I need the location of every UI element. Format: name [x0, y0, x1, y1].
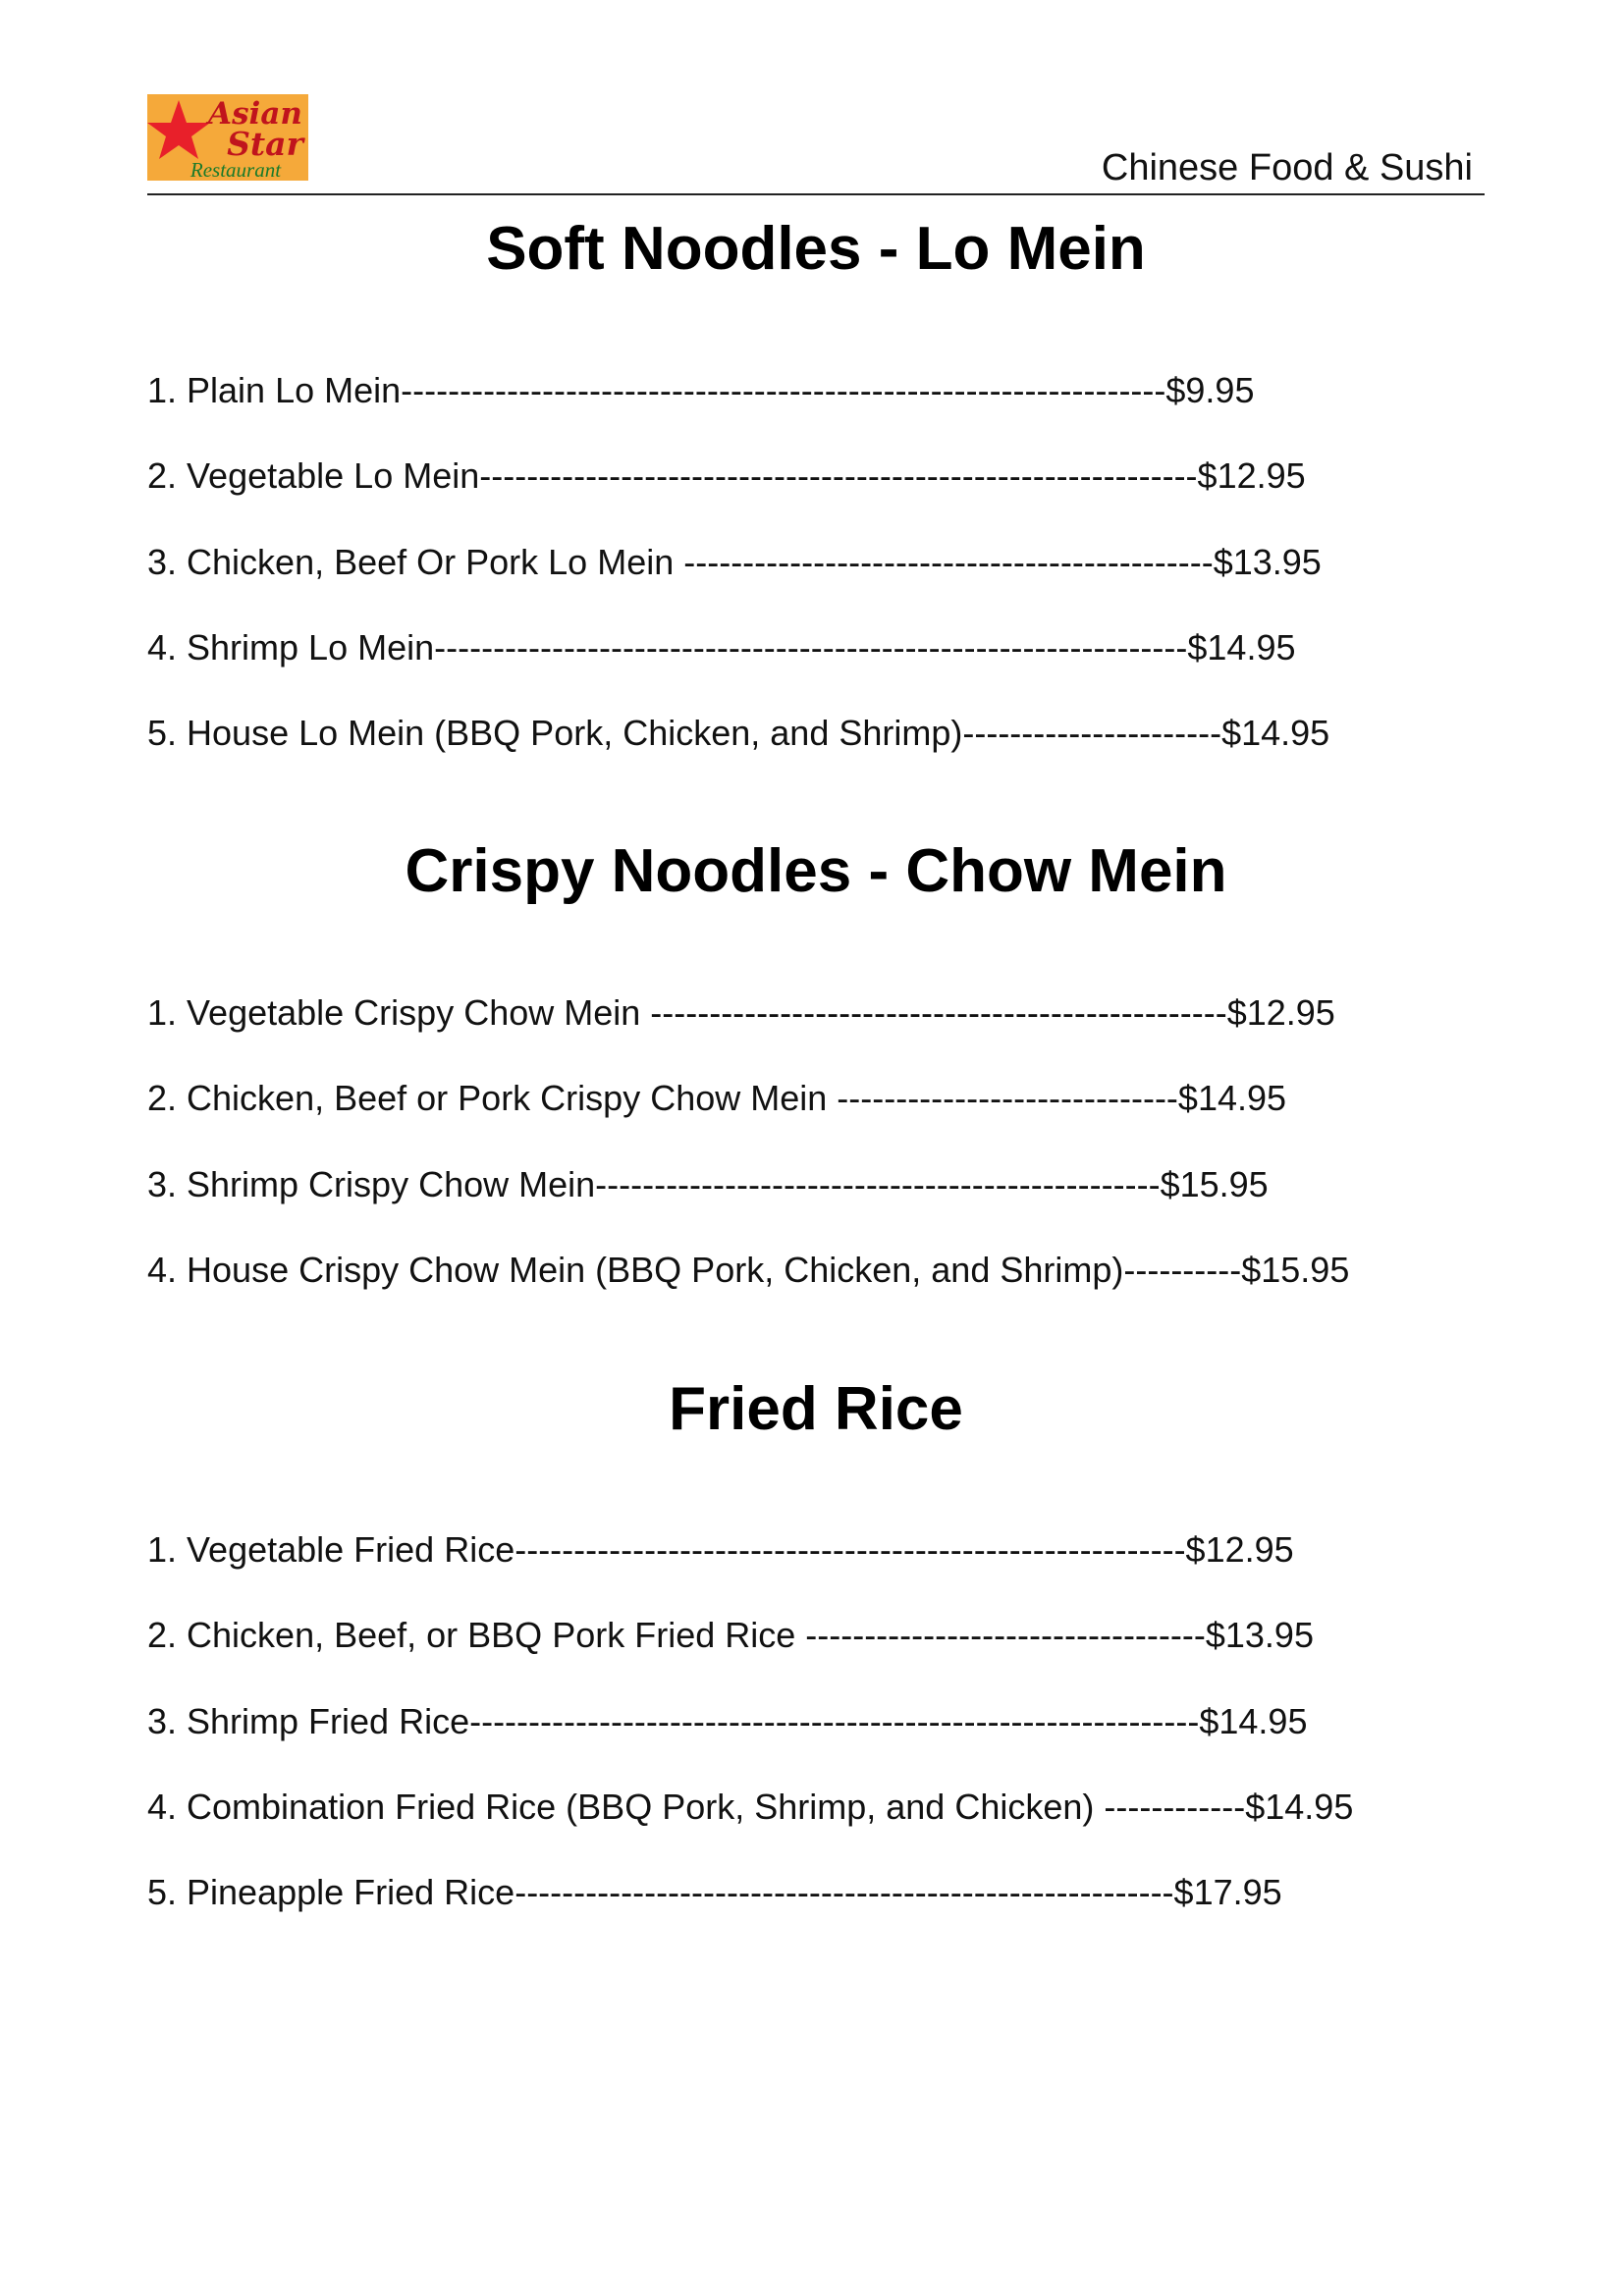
menu-item: 2. Chicken, Beef or Pork Crispy Chow Mein -----------------------------$14.95 [147, 1078, 1287, 1119]
menu-item: 3. Shrimp Fried Rice--------------------------------------------------------------$14.95 [147, 1700, 1308, 1741]
menu-item: 5. Pineapple Fried Rice--------------------------------------------------------$17.95 [147, 1872, 1282, 1913]
header-divider [147, 193, 1485, 195]
star-icon [147, 100, 210, 159]
section-title-fried-rice: Fried Rice [669, 1375, 963, 1443]
menu-item: 1. Vegetable Fried Rice---------------------------------------------------------$12.95 [147, 1529, 1294, 1570]
menu-item: 3. Shrimp Crispy Chow Mein------------------------------------------------$15.95 [147, 1163, 1269, 1204]
menu-list-chow-mein [147, 988, 1349, 1331]
menu-item: 4. House Crispy Chow Mein (BBQ Pork, Chicken, and Shrimp)----------$15.95 [147, 1249, 1350, 1290]
section-title-chow-mein: Crispy Noodles - Chow Mein [405, 837, 1227, 905]
header-tagline: Chinese Food & Sushi [1101, 147, 1473, 188]
menu-item: 2. Chicken, Beef, or BBQ Pork Fried Rice ----------------------------------$13.95 [147, 1615, 1314, 1656]
menu-list-lo-mein [147, 366, 1329, 794]
menu-item: 1. Vegetable Crispy Chow Mein -------------------------------------------------$12.95 [147, 992, 1335, 1033]
logo-line3: Restaurant [189, 158, 282, 181]
logo-line2: Star [227, 125, 303, 163]
logo-line1: Asian [208, 96, 302, 132]
menu-item: 3. Chicken, Beef Or Pork Lo Mein ---------------------------------------------$13.95 [147, 541, 1322, 582]
menu-item: 2. Vegetable Lo Mein-------------------------------------------------------------$12.95 [147, 455, 1306, 497]
menu-list-fried-rice [147, 1525, 1353, 1953]
menu-item: 4. Shrimp Lo Mein----------------------------------------------------------------$14.95 [147, 626, 1296, 667]
menu-item: 1. Plain Lo Mein-----------------------------------------------------------------$9.95 [147, 370, 1255, 410]
logo-graphic [147, 94, 308, 181]
menu-item: 5. House Lo Mein (BBQ Pork, Chicken, and Shrimp)----------------------$14.95 [147, 713, 1330, 754]
restaurant-logo [147, 94, 308, 181]
section-title-lo-mein: Soft Noodles - Lo Mein [486, 215, 1146, 283]
menu-item: 4. Combination Fried Rice (BBQ Pork, Shrimp, and Chicken) ------------$14.95 [147, 1786, 1354, 1827]
